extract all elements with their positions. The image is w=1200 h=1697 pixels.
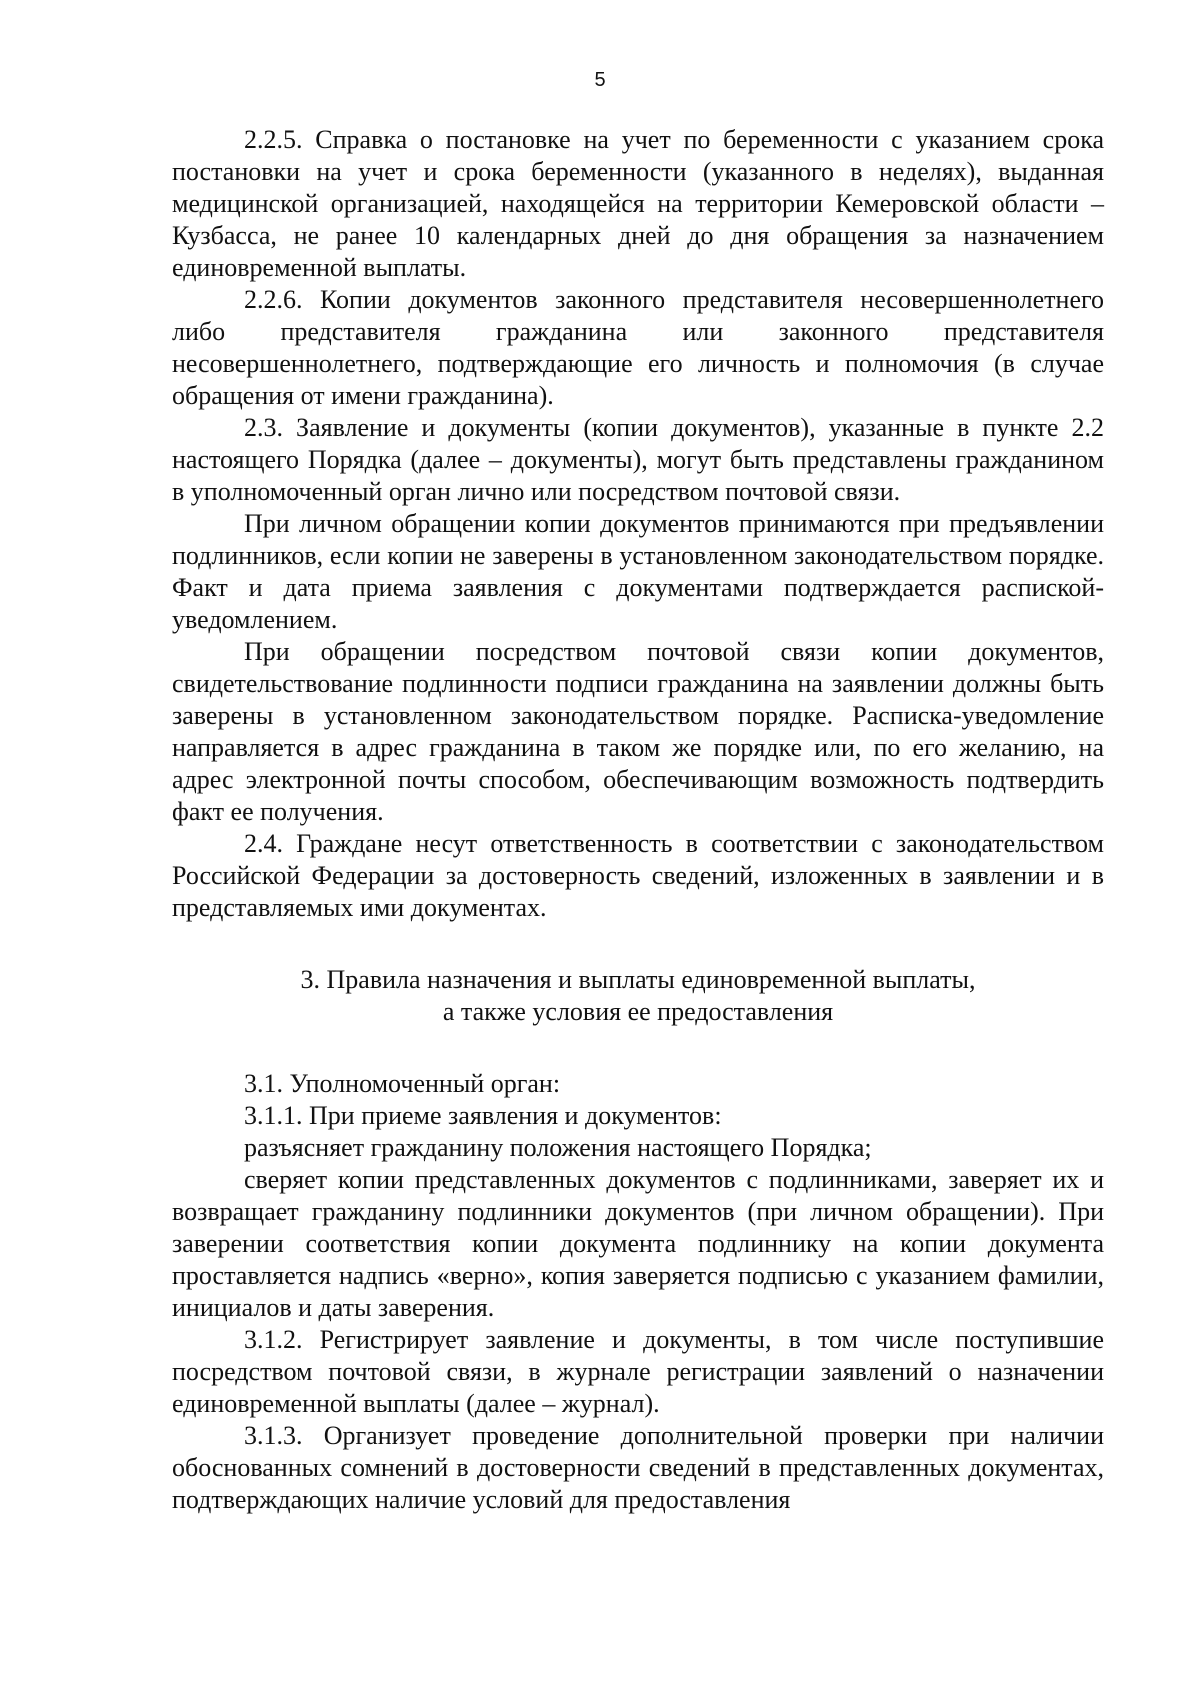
paragraph-personal-appeal: При личном обращении копии документов принимаются при предъявлении подлинников, если копии не заверены в установленном законодательством порядке. Факт и дата приема заявления с документами подтверждается распиской-уведомлением. [172, 509, 1104, 634]
section-heading [172, 964, 1104, 1028]
paragraph-3-1-3: 3.1.3. Организует проведение дополнительной проверки при наличии обоснованных сомнений в достоверности сведений в представленных документах, подтверждающих наличие условий для предоставления [172, 1421, 1104, 1514]
paragraph-2-2-6: 2.2.6. Копии документов законного представителя несовершеннолетнего либо представителя гражданина или законного представителя несовершеннолетнего, подтверждающие его личность и полномочия (в случае обращения от имени гражданина). [172, 285, 1104, 410]
paragraph-2-2-5: 2.2.5. Справка о постановке на учет по беременности с указанием срока постановки на учет и срока беременности (указанного в неделях), выданная медицинской организацией, находящейся на территории Кемеровской области – Кузбасса, не ранее 10 календарных дней до дня обращения за назначением единовременной выплаты. [172, 125, 1104, 282]
paragraph-2-3: 2.3. Заявление и документы (копии документов), указанные в пункте 2.2 настоящего Порядка (далее – документы), могут быть представлены гражданином в уполномоченный орган лично или посредством почтовой связи. [172, 413, 1104, 506]
document-body [172, 124, 1104, 1516]
paragraph-explains: разъясняет гражданину положения настоящего Порядка; [244, 1133, 872, 1162]
paragraph-3-1: 3.1. Уполномоченный орган: [244, 1069, 561, 1098]
section-heading-line-1: 3. Правила назначения и выплаты единовременной выплаты, [300, 965, 976, 994]
page-number: 5 [594, 69, 606, 91]
section-heading-line-2: а также условия ее предоставления [442, 997, 834, 1026]
paragraph-verifies-copies: сверяет копии представленных документов с подлинниками, заверяет их и возвращает гражданину подлинники документов (при личном обращении). При заверении соответствия копии документа подлиннику на копии документа проставляется надпись «верно», копия заверяется подписью с указанием фамилии, инициалов и даты заверения. [172, 1165, 1104, 1322]
paragraph-2-4: 2.4. Граждане несут ответственность в соответствии с законодательством Российской Федерации за достоверность сведений, изложенных в заявлении и в представляемых ими документах. [172, 829, 1104, 922]
paragraph-3-1-1: 3.1.1. При приеме заявления и документов: [244, 1101, 722, 1130]
paragraph-postal-appeal: При обращении посредством почтовой связи копии документов, свидетельствование подлинности подписи гражданина на заявлении должны быть заверены в установленном законодательством порядке. Расписка-уведомление направляется в адрес гражданина в таком же порядке или, по его желанию, на адрес электронной почты способом, обеспечивающим возможность подтвердить факт ее получения. [172, 637, 1104, 826]
paragraph-3-1-2: 3.1.2. Регистрирует заявление и документы, в том числе поступившие посредством почтовой связи, в журнале регистрации заявлений о назначении единовременной выплаты (далее – журнал). [172, 1325, 1104, 1418]
